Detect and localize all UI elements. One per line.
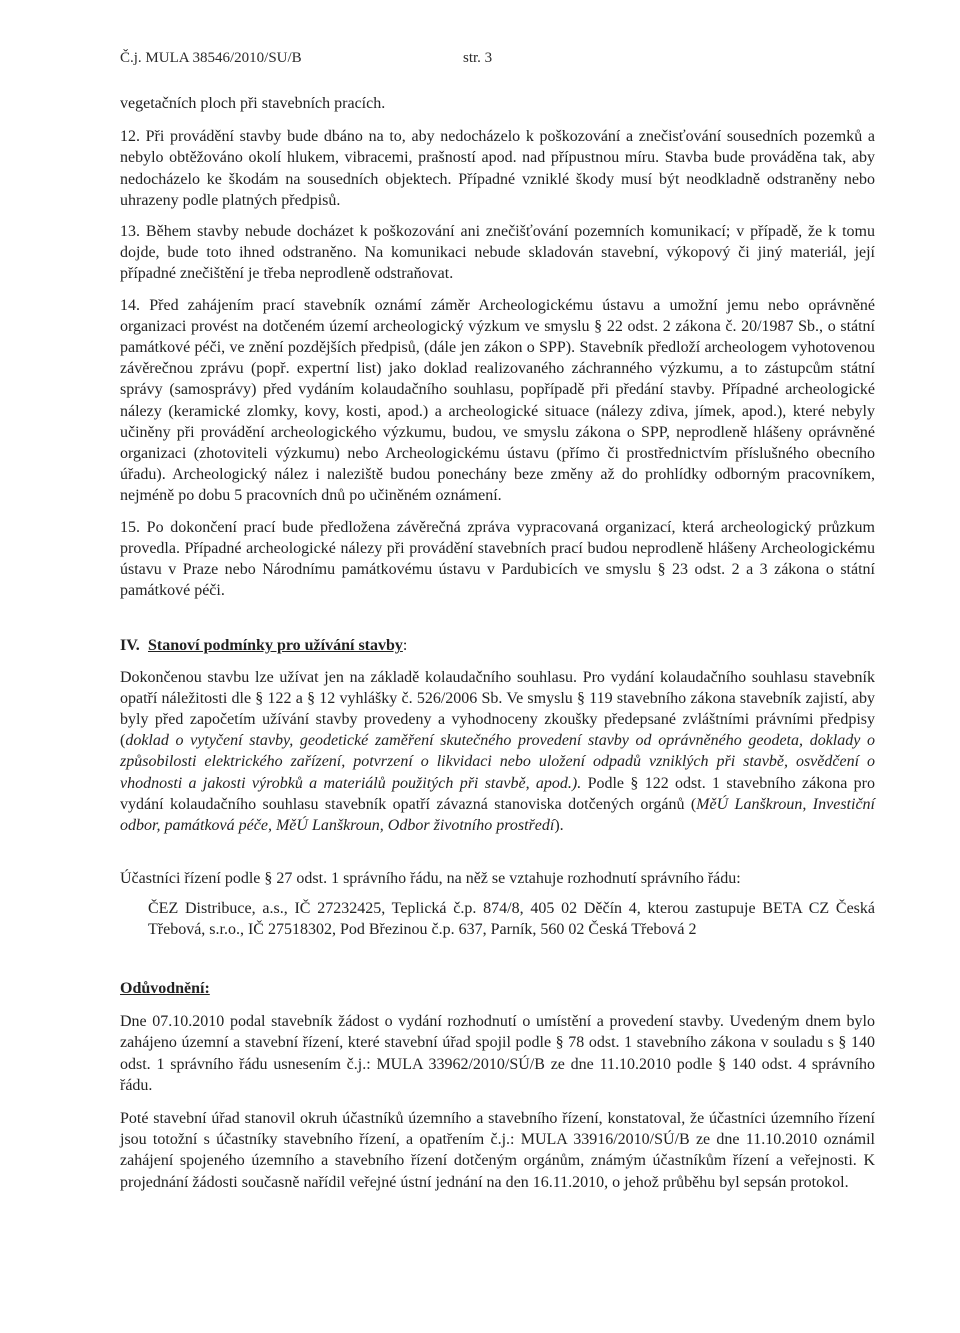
justification-paragraph-1: Dne 07.10.2010 podal stavebník žádost o vydání rozhodnutí o umístění a provedení stavby. Uvedeným dnem bylo zahájeno územní a stavební řízení, které stavební úřad spojil podle § 78 odst. 1 stavebního zákona v souladu s § 140 odst. 1 správního řádu usnesením č.j.: MULA 33962/2010/SÚ/B ze dne 11.10.2010 podle § 140 odst. 4 správního řádu.: [120, 1013, 875, 1094]
condition-12: 12. Při provádění stavby bude dbáno na to, aby nedocházelo k poškozování a znečisťování sousedních pozemků a nebylo obtěžováno okolí hlukem, vibracemi, prašností apod. nad přípustnou míru. Stavba bude prováděna tak, aby nedocházelo ke škodám na sousedních objektech. Případné vzniklé škody musí být neodkladně odstraněny nebo uhrazeny podle platných předpisů.: [120, 128, 875, 209]
usage-italic-2: MěÚ Lanškroun, Investiční odbor, památková péče, MěÚ Lanškroun, Odbor životního prostředí: [120, 795, 875, 835]
section-number: IV.: [120, 637, 140, 655]
usage-text-2: Podle § 122 odst. 1 stavebního zákona pro vydání kolaudačního souhlasu stavebník opatří závazná stanoviska dotčených orgánů (: [120, 774, 875, 813]
section-colon: :: [402, 637, 408, 655]
condition-14: 14. Před zahájením prací stavebník oznámí záměr Archeologickému ústavu a umožní jemu nebo oprávněné organizaci provést na dotčeném území archeologický výzkum ve smyslu § 22 odst. 2 zákona č. 20/1987 Sb., o státní památkové péči, ve znění pozdějších předpisů, (dále jen zákon o SPP). Stavebník předloží archeologem vyhotovenou závěrečnou zprávu (popř. expertní list) jako doklad realizovaného záchranného výzkumu, a to zástupcům státní správy (samosprávy) před vydáním kolaudačního souhlasu, popřípadě při předání stavby. Případné archeologické nálezy (keramické zlomky, kovy, kosti, apod.) a archeologické situace (nálezy zdiva, jímek, apod.), které nebyly učiněny při provádění archeologického výzkumu, budou, ve smyslu zákona o SPP, neprodleně hlášeny oprávněné organizaci (zhotoviteli výzkumu) nebo Archeologickému ústavu (přímo či prostřednictvím příslušného obecního úřadu). Archeologický nález i naleziště budou ponechány beze změny až do prohlídky odborným pracovníkem, nejméně po dobu 5 pracovních dnů po učiněném oznámení.: [120, 296, 875, 505]
section-title: Stanoví podmínky pro užívání stavby: [148, 637, 403, 655]
paragraph-continuation: vegetačních ploch při stavebních pracích.: [120, 95, 386, 112]
section-iv-text: [120, 667, 875, 837]
document-body: [120, 93, 875, 1193]
usage-text-1: Dokončenou stavbu lze užívat jen na základě kolaudačního souhlasu. Pro vydání kolaudačního souhlasu stavebník opatří náležitosti dle § 122 a § 12 vyhlášky č. 526/2006 Sb. Ve smyslu § 119 stavebního zákona stavebník zajistí, aby byly před započetím užívání stavby provedeny a vyhodnoceny zkoušky předepsané zvláštními právními předpisy (: [120, 668, 875, 750]
justification-heading: Odůvodnění:: [120, 979, 210, 997]
participants-intro: Účastníci řízení podle § 27 odst. 1 správního řádu, na něž se vztahuje rozhodnutí správního řádu:: [120, 870, 741, 888]
condition-13: 13. Během stavby nebude docházet k poškozování ani znečišťování pozemních komunikací; v případě, že k tomu dojde, bude toto ihned odstraněno. Na komunikaci nebude skladován stavební, výkopový či jiný materiál, její případné znečištění je třeba neprodleně odstraňovat.: [120, 223, 875, 283]
participant-cez: ČEZ Distribuce, a.s., IČ 27232425, Teplická č.p. 874/8, 405 02 Děčín 4, kterou zastupuje BETA CZ Česká Třebová, s.r.o., IČ 27518302, Pod Březinou č.p. 637, Parník, 560 02 Česká Třebová 2: [148, 899, 875, 938]
condition-15: 15. Po dokončení prací bude předložena závěrečná zpráva vypracovaná organizací, která archeologický průzkum provedla. Případné archeologické nálezy při provádění stavebních prací budou neprodleně hlášeny Archeologickému ústavu v Praze nebo Národnímu památkovému ústavu v Pardubicích ve smyslu § 23 odst. 2 a 3 zákona o státní památkové péči.: [120, 518, 875, 600]
section-iv-heading: [120, 635, 875, 656]
usage-text-3: ).: [554, 817, 564, 835]
page-header: [120, 50, 493, 67]
usage-italic-1: doklad o vytyčení stavby, geodetické zaměření skutečného provedení stavby od oprávněného geodeta, doklady o způsobilosti elektrického zařízení, potvrzení o likvidaci nebo uložení odpadů vzniklých při stavbě, osvědčení o vhodnosti a jakosti výrobků a materiálů použitých při stavbě, apod.).: [120, 732, 875, 792]
justification-paragraph-2: Poté stavební úřad stanovil okruh účastníků územního a stavebního řízení, konstatoval, že účastníci územního řízení jsou totožní s účastníky stavebního řízení, a opatřením č.j.: MULA 33916/2010/SÚ/B ze dne 11.10.2010 oznámil zahájení spojeného územního a stavebního řízení dotčeným orgánům, známým účastníkům řízení a veřejnosti. K projednání žádosti současně nařídil veřejné ústní jednání na den 16.11.2010, o jehož průběhu byl sepsán protokol.: [120, 1109, 875, 1191]
page-number: str. 3: [463, 50, 493, 66]
reference-number: Č.j. MULA 38546/2010/SU/B: [120, 50, 302, 66]
